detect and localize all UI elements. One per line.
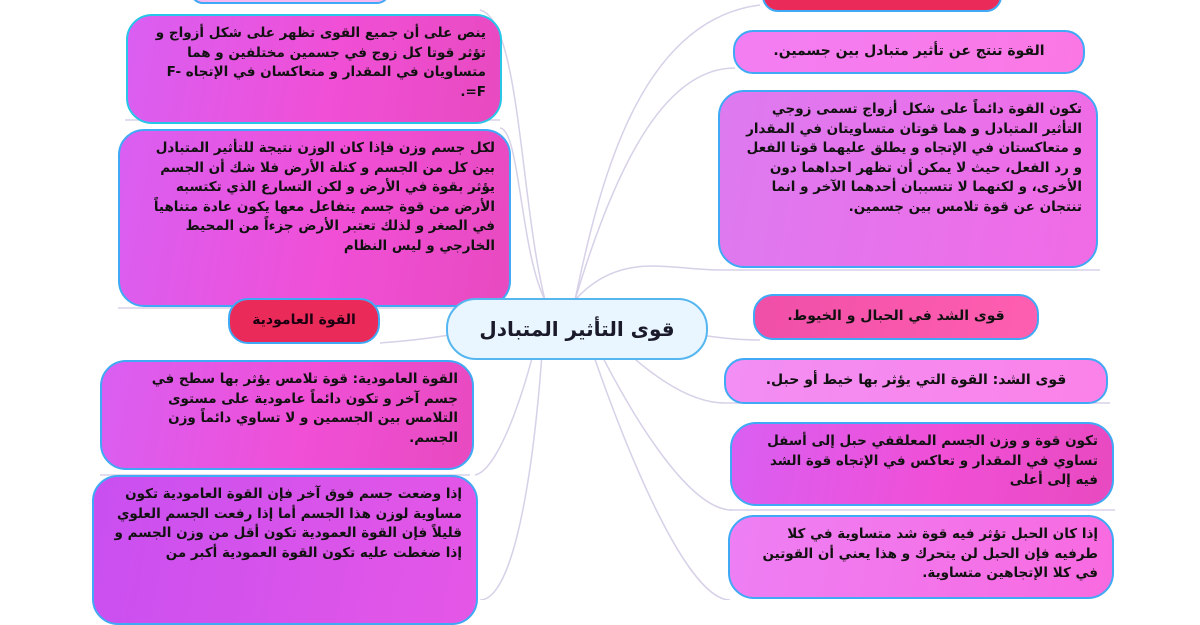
hanging-object-node[interactable] [730,422,1114,506]
node-text: تكون قوة و وزن الجسم المعلقفي حبل إلى أسفل تساوي في المقدار و تعاكس في الإتجاه قوة الشد فيه إلى أعلى [767,433,1098,488]
node-text: القوة تنتج عن تأثير متبادل بين جسمين. [773,43,1045,60]
node-text: قوى الشد: القوة التي يؤثر بها خيط أو حبل. [765,372,1067,389]
force-from-interaction-node[interactable] [733,30,1085,74]
partial-top-node-left[interactable] [190,0,390,4]
node-text: القوة العامودية [252,312,356,329]
tension-definition-node[interactable] [724,358,1108,404]
stacked-objects-node[interactable] [92,475,478,625]
node-text: قوى الشد في الحبال و الخيوط. [787,308,1005,325]
node-text: ينص على أن جميع القوى تظهر على شكل أزواج و تؤثر قوتا كل زوج في جسمين مختلفين و هما متساويان في المقدار و متعاكسان في الإتجاه F-=F. [155,25,486,100]
normal-force-topic-node[interactable] [228,298,380,344]
central-topic-node[interactable] [446,298,708,360]
node-text: تكون القوة دائماً على شكل أزواج تسمى زوجي التأثير المتبادل و هما قوتان متساويتان في المقدار و متعاكستان في الإتجاه و يطلق عليهما قوتا الفعل و رد الفعل، حيث لا يمكن أن تظهر احداهما دون الأخرى، و لكنهما لا تتسببان أحدهما الآخر و انما تنتجان عن قوة تلامس بين جسمين. [746,101,1082,215]
central-topic-label: قوى التأثير المتبادل [479,317,675,341]
partial-top-node-right[interactable] [762,0,1002,12]
rope-equal-tension-node[interactable] [728,515,1114,599]
newton-third-law-node[interactable] [126,14,502,124]
node-text: إذا وضعت جسم فوق آخر فإن القوة العامودية تكون مساوية لوزن هذا الجسم أما إذا رفعت الجسم العلوي قليلاً فإن القوة العمودية تكون أقل من وزن الجسم و إذا ضغطت عليه تكون القوة العمودية أكبر من [114,486,462,561]
earth-weight-node[interactable] [118,129,511,307]
normal-force-definition-node[interactable] [100,360,474,470]
tension-topic-node[interactable] [753,294,1039,340]
node-text: إذا كان الحبل تؤثر فيه قوة شد متساوية في كلا طرفيه فإن الحبل لن يتحرك و هذا يعني أن القوتين في كلا الإتجاهين متساوية. [762,526,1098,581]
action-reaction-pairs-node[interactable] [718,90,1098,268]
node-text: القوة العامودية: قوة تلامس يؤثر بها سطح في جسم آخر و تكون دائماً عامودية على مستوى التلامس بين الجسمين و لا تساوي دائماً وزن الجسم. [151,371,458,446]
node-text: لكل جسم وزن فإذا كان الوزن نتيجة للتأثير المتبادل بين كل من الجسم و كتلة الأرض فلا شك أن الجسم يؤثر بقوة في الأرض و لكن التسارع الذي تكتسبه الأرض من قوة جسم يتفاعل معها يكون عادة متناهياً في الصغر و لذلك تعتبر الأرض جزءاً من المحيط الخارجي و ليس النظام [153,140,495,254]
